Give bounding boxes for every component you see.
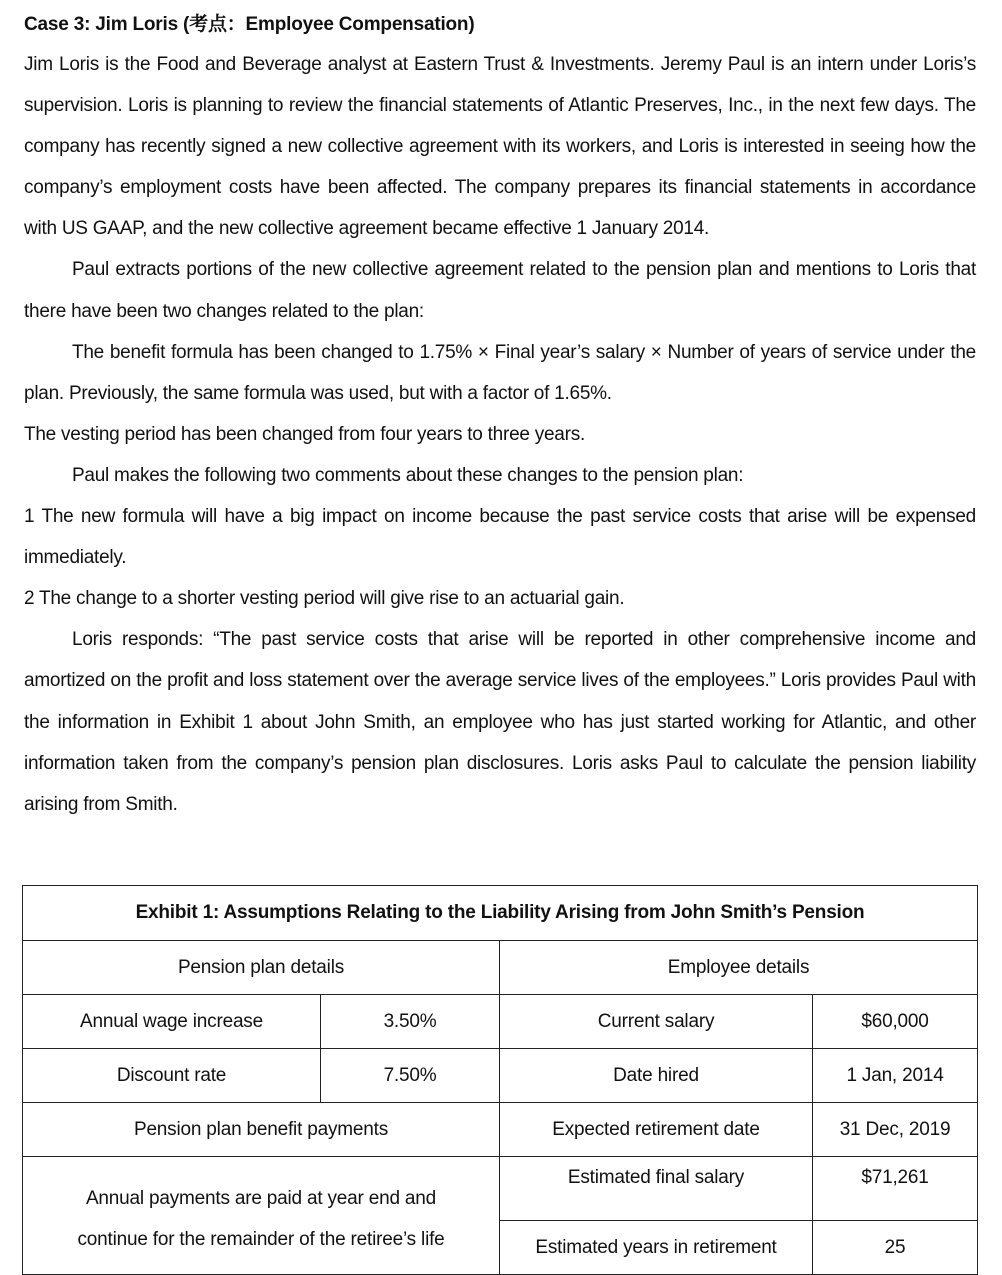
estimated-final-salary-label: Estimated final salary <box>500 1157 813 1221</box>
benefit-payments-line-2: continue for the remainder of the retiree’s life <box>77 1228 445 1250</box>
pension-plan-details-header: Pension plan details <box>23 941 500 995</box>
annual-wage-increase-label: Annual wage increase <box>23 995 321 1049</box>
current-salary-label: Current salary <box>500 995 813 1049</box>
annual-wage-increase-value: 3.50% <box>321 995 500 1049</box>
expected-retirement-date-value: 31 Dec, 2019 <box>813 1103 978 1157</box>
date-hired-value: 1 Jan, 2014 <box>813 1049 978 1103</box>
table-row <box>23 995 978 1049</box>
current-salary-value: $60,000 <box>813 995 978 1049</box>
exhibit-caption-row <box>23 886 978 941</box>
table-row <box>23 1157 978 1221</box>
benefit-payments-description <box>23 1157 500 1275</box>
paragraph-comments-intro: Paul makes the following two comments about these changes to the pension plan: <box>72 464 744 486</box>
exhibit-caption: Exhibit 1: Assumptions Relating to the Liability Arising from John Smith’s Pension <box>23 886 978 941</box>
paragraph-comment-1: 1 The new formula will have a big impact on income because the past service costs that arise will be expensed immediately. <box>24 506 976 569</box>
paragraph-benefit-formula: The benefit formula has been changed to 1.75% × Final year’s salary × Number of years of service under the plan. Previously, the same formula was used, but with a factor of 1.65%. <box>24 341 976 404</box>
paragraph-comment-2: 2 The change to a shorter vesting period will give rise to an actuarial gain. <box>24 588 625 610</box>
expected-retirement-date-label: Expected retirement date <box>500 1103 813 1157</box>
estimated-years-in-retirement-label: Estimated years in retirement <box>500 1221 813 1275</box>
discount-rate-label: Discount rate <box>23 1049 321 1103</box>
discount-rate-value: 7.50% <box>321 1049 500 1103</box>
estimated-final-salary-value: $71,261 <box>813 1157 978 1221</box>
exhibit-section-headers-row <box>23 941 978 995</box>
paragraph-loris-response: Loris responds: “The past service costs that arise will be reported in other comprehensive income and amortized on the profit and loss statement over the average service lives of the employees.” Loris provides Paul with the information in Exhibit 1 about John Smith, an employee who has just started working for Atlantic, and other information taken from the company’s pension plan disclosures. Loris asks Paul to calculate the pension liability arising from Smith. <box>24 629 976 815</box>
paragraph-intro: Jim Loris is the Food and Beverage analyst at Eastern Trust & Investments. Jeremy Paul is an intern under Loris’s supervision. Loris is planning to review the financial statements of Atlantic Preserves, Inc., in the next few days. The company has recently signed a new collective agreement with its workers, and Loris is interested in seeing how the company’s employment costs have been affected. The company prepares its financial statements in accordance with US GAAP, and the new collective agreement became effective 1 January 2014. <box>24 54 976 240</box>
date-hired-label: Date hired <box>500 1049 813 1103</box>
exhibit-1-table <box>22 885 978 1275</box>
paragraph-extracts: Paul extracts portions of the new collective agreement related to the pension plan and mentions to Loris that there have been two changes related to the plan: <box>24 259 976 322</box>
case-title: Case 3: Jim Loris (考点：Employee Compensation) <box>24 14 475 35</box>
case-body <box>24 44 976 825</box>
table-row <box>23 1103 978 1157</box>
benefit-payments-line-1: Annual payments are paid at year end and <box>85 1187 437 1209</box>
paragraph-vesting-period: The vesting period has been changed from four years to three years. <box>24 423 585 445</box>
table-row <box>23 1049 978 1103</box>
employee-details-header: Employee details <box>500 941 978 995</box>
estimated-years-in-retirement-value: 25 <box>813 1221 978 1275</box>
benefit-payments-header: Pension plan benefit payments <box>23 1103 500 1157</box>
